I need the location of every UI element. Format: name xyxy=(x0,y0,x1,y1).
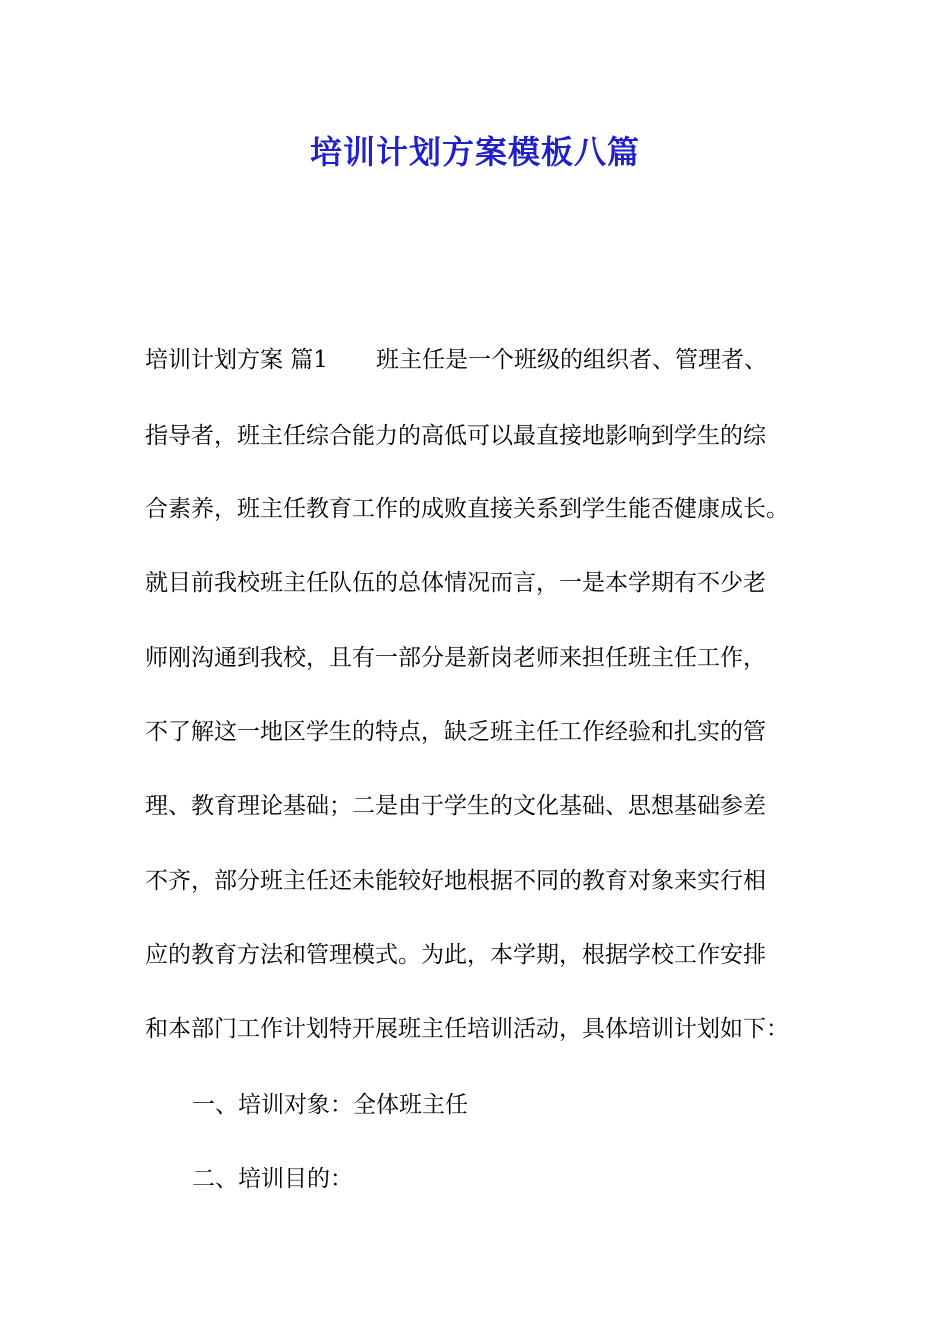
section-heading: 培训计划方案 篇1 xyxy=(145,347,328,373)
section-item-2: 二、培训目的： xyxy=(192,1166,353,1192)
paragraph-line-10: 和本部门工作计划特开展班主任培训活动，具体培训计划如下： xyxy=(145,1016,789,1042)
paragraph-line-3: 合素养，班主任教育工作的成败直接关系到学生能否健康成长。 xyxy=(145,496,789,522)
section-item-1: 一、培训对象：全体班主任 xyxy=(192,1092,468,1118)
paragraph-line-1 xyxy=(145,343,845,377)
paragraph-line-9: 应的教育方法和管理模式。为此，本学期，根据学校工作安排 xyxy=(145,942,766,968)
paragraph-line-8: 不齐，部分班主任还未能较好地根据不同的教育对象来实行相 xyxy=(145,868,766,894)
paragraph-text: 班主任是一个班级的组织者、管理者、 xyxy=(375,347,767,373)
paragraph-line-4: 就目前我校班主任队伍的总体情况而言，一是本学期有不少老 xyxy=(145,570,766,596)
paragraph-line-2: 指导者，班主任综合能力的高低可以最直接地影响到学生的综 xyxy=(145,423,766,449)
paragraph-line-5: 师刚沟通到我校，且有一部分是新岗老师来担任班主任工作， xyxy=(145,645,766,671)
paragraph-line-7: 理、教育理论基础；二是由于学生的文化基础、思想基础参差 xyxy=(145,793,766,819)
paragraph-line-6: 不了解这一地区学生的特点，缺乏班主任工作经验和扎实的管 xyxy=(145,719,766,745)
document-title: 培训计划方案模板八篇 xyxy=(309,133,640,171)
